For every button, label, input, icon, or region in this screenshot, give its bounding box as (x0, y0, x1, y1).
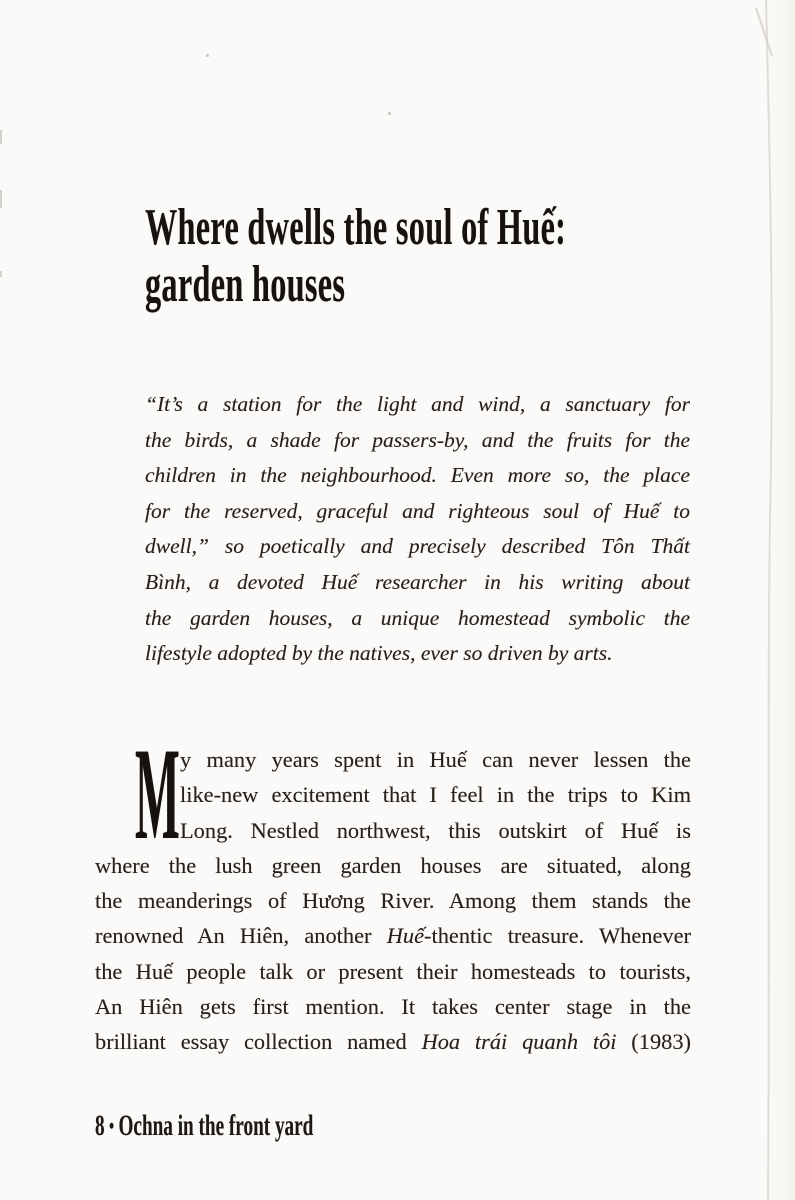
text-line (95, 918, 691, 953)
text-line (180, 813, 691, 848)
text-line (145, 387, 690, 423)
body-paragraph (95, 720, 691, 1059)
book-title: Ochna in the front yard (118, 1109, 314, 1142)
text-segment: y many years spent in Huế can never lessen the (180, 747, 691, 772)
text-segment: the garden houses, a unique homestead symbolic the (145, 605, 690, 630)
text-segment: lifestyle adopted by the natives, ever so driven by arts. (145, 641, 613, 666)
text-segment: the birds, a shade for passers-by, and the fruits for the (145, 427, 690, 452)
chapter-title (145, 199, 566, 313)
text-segment: Bình, a devoted Huế researcher in his writing about (145, 569, 690, 594)
text-line (145, 601, 690, 637)
page-number: 8 (95, 1109, 105, 1142)
italic-phrase: Huế (386, 923, 425, 949)
text-line (95, 954, 691, 989)
text-line (145, 494, 690, 530)
text-line (145, 636, 690, 672)
chapter-title-line-1: Where dwells the soul of Huế: (145, 199, 567, 256)
epigraph-quote (145, 387, 690, 672)
text-line (95, 883, 691, 918)
text-line (95, 848, 691, 883)
text-segment: “It’s a station for the light and wind, a sanctuary for (145, 392, 690, 416)
text-line (95, 989, 691, 1024)
text-segment: for the reserved, graceful and righteous soul of Huế to (145, 498, 690, 523)
text-segment: -thentic treasure. Whenever (424, 923, 691, 949)
text-segment: An Hiên gets first mention. It takes center stage in the (95, 993, 691, 1019)
scan-left-mark (0, 130, 2, 144)
text-line (145, 529, 690, 565)
text-segment: the Huế people talk or present their homesteads to tourists, (95, 958, 691, 984)
scan-speck (388, 112, 391, 115)
page-edge-shading (765, 0, 795, 1200)
text-line (145, 565, 690, 601)
text-segment: like-new excitement that I feel in the trips to Kim (180, 782, 691, 808)
scan-left-mark (0, 271, 2, 277)
text-segment: dwell,” so poetically and precisely described Tôn Thất (145, 534, 690, 559)
scan-left-mark (0, 190, 2, 208)
text-line (145, 423, 690, 459)
text-segment: the meanderings of Hương River. Among them stands the (95, 888, 691, 913)
text-line (180, 742, 691, 777)
drop-cap: M (135, 720, 180, 867)
text-segment: Long. Nestled northwest, this outskirt of Huế is (180, 817, 691, 843)
text-line (145, 458, 690, 494)
italic-phrase: Hoa trái quanh tôi (421, 1029, 617, 1054)
scan-speck (206, 54, 209, 57)
chapter-title-line-2: garden houses (145, 256, 346, 313)
footer-bullet: • (109, 1113, 115, 1138)
text-segment: brilliant essay collection named (95, 1029, 422, 1054)
text-segment: (1983) (616, 1029, 691, 1054)
text-line (180, 777, 691, 812)
text-segment: renowned An Hiên, another (95, 923, 387, 949)
text-line (95, 1024, 691, 1059)
page-footer (95, 1111, 313, 1141)
text-segment: children in the neighbourhood. Even more so, the place (145, 463, 690, 488)
text-segment: where the lush green garden houses are situated, along (95, 852, 691, 878)
